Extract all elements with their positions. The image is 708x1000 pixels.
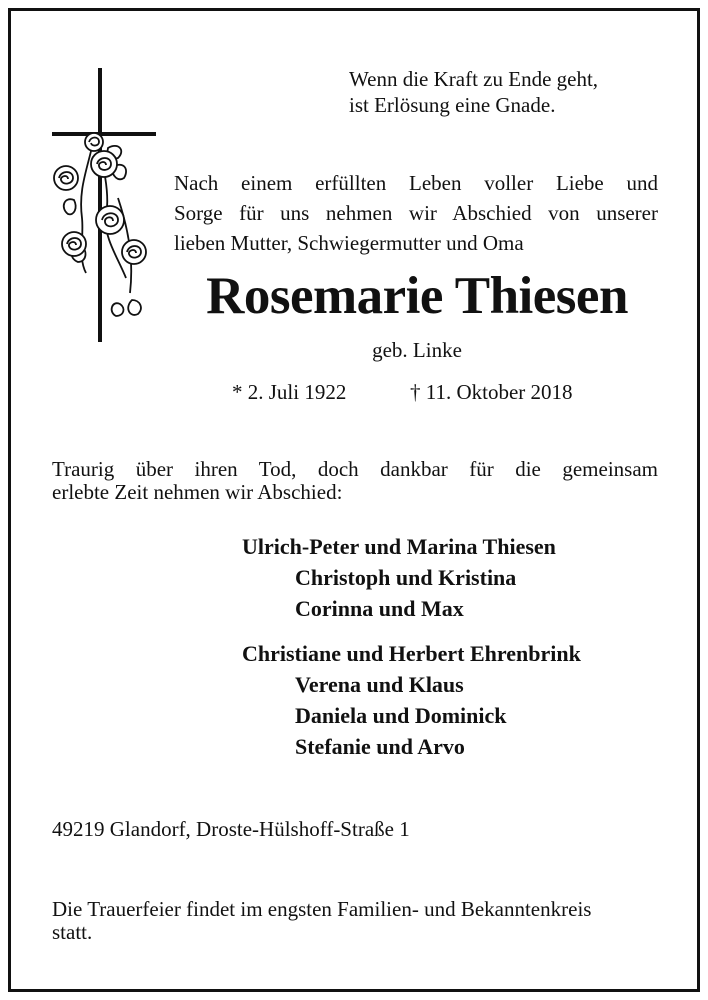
- maiden-name: geb. Linke: [372, 338, 462, 362]
- intro-line-3: lieben Mutter, Schwiegermutter und Oma: [174, 231, 524, 255]
- death-date: † 11. Oktober 2018: [410, 380, 573, 404]
- birth-date: * 2. Juli 1922: [232, 380, 347, 404]
- family-member: Stefanie und Arvo: [295, 734, 465, 759]
- family-member: Christoph und Kristina: [295, 565, 517, 590]
- closing-paragraph: [52, 898, 658, 944]
- motto-line-2: ist Erlösung eine Gnade.: [349, 93, 556, 117]
- intro-line-1: Nach einem erfüllten Leben voller Liebe und: [174, 171, 658, 195]
- intro-line-2: Sorge für uns nehmen wir Abschied von unserer: [174, 201, 658, 225]
- family-member: Verena und Klaus: [295, 672, 464, 697]
- family-head-2: Christiane und Herbert Ehrenbrink: [242, 641, 581, 666]
- mourning-line-1: Traurig über ihren Tod, doch dankbar für die gemeinsam: [52, 457, 658, 481]
- family-member: Corinna und Max: [295, 596, 464, 621]
- intro-paragraph: [174, 168, 658, 258]
- family-head-1: Ulrich-Peter und Marina Thiesen: [242, 534, 556, 559]
- motto-line-1: Wenn die Kraft zu Ende geht,: [349, 67, 599, 91]
- family-member: Daniela und Dominick: [295, 703, 507, 728]
- address: 49219 Glandorf, Droste-Hülshoff-Straße 1: [52, 817, 410, 841]
- deceased-name: Rosemarie Thiesen: [206, 267, 628, 325]
- mourning-paragraph: [52, 458, 658, 504]
- closing-line-2: statt.: [52, 920, 93, 944]
- closing-line-1: Die Trauerfeier findet im engsten Familien- und Bekanntenkreis: [52, 897, 592, 921]
- mourning-line-2: erlebte Zeit nehmen wir Abschied:: [52, 480, 343, 504]
